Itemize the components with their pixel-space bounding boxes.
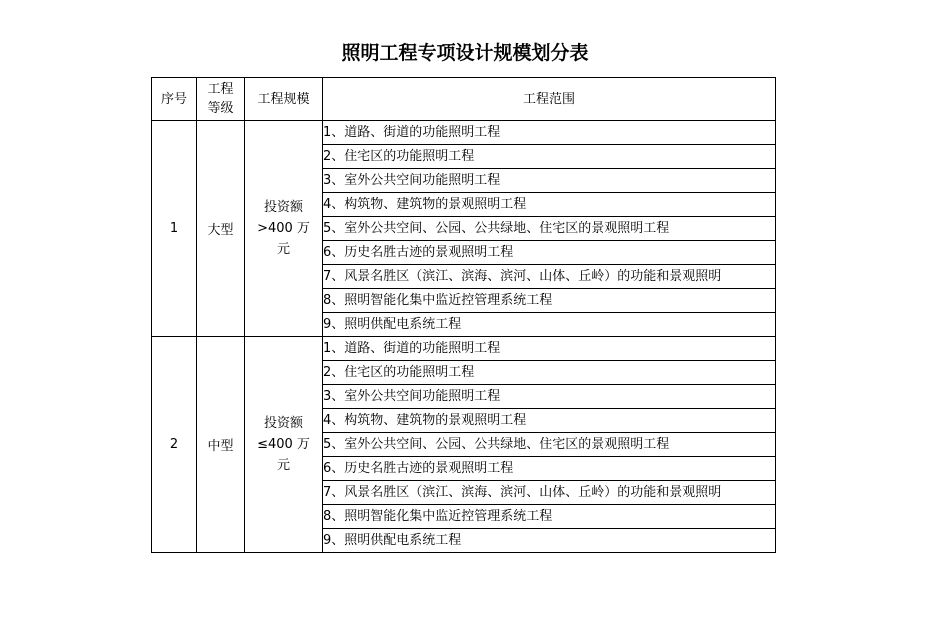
- table-row: [152, 337, 776, 361]
- scope-item: 2、住宅区的功能照明工程: [323, 145, 776, 169]
- table-row: [152, 121, 776, 145]
- header-grade-line2: 等级: [207, 101, 234, 116]
- project-grade-cell: 中型: [197, 337, 245, 553]
- scope-item: 1、道路、街道的功能照明工程: [323, 121, 776, 145]
- header-index: [152, 78, 197, 121]
- scope-item: 5、室外公共空间、公园、公共绿地、住宅区的景观照明工程: [323, 217, 776, 241]
- investment-unit: 元: [276, 242, 290, 257]
- scope-item: 9、照明供配电系统工程: [323, 313, 776, 337]
- scope-item: 3、室外公共空间功能照明工程: [323, 169, 776, 193]
- header-grade-line1: 工程: [207, 82, 234, 97]
- scope-item: 1、道路、街道的功能照明工程: [323, 337, 776, 361]
- scope-item: 7、风景名胜区（滨江、滨海、滨河、山体、丘岭）的功能和景观照明: [323, 481, 776, 505]
- scope-item: 9、照明供配电系统工程: [323, 529, 776, 553]
- header-index-label: 序号: [160, 91, 187, 107]
- investment-scale-cell: [245, 337, 323, 553]
- scope-item: 6、历史名胜古迹的景观照明工程: [323, 241, 776, 265]
- investment-unit: 元: [276, 458, 290, 473]
- row-index-cell: 1: [152, 121, 197, 337]
- scope-item: 3、室外公共空间功能照明工程: [323, 385, 776, 409]
- scope-item: 5、室外公共空间、公园、公共绿地、住宅区的景观照明工程: [323, 433, 776, 457]
- scope-item: 2、住宅区的功能照明工程: [323, 361, 776, 385]
- scope-item: 4、构筑物、建筑物的景观照明工程: [323, 409, 776, 433]
- investment-amount: >400 万: [257, 221, 310, 236]
- scope-item: 8、照明智能化集中监近控管理系统工程: [323, 289, 776, 313]
- scope-item: 8、照明智能化集中监近控管理系统工程: [323, 505, 776, 529]
- investment-scale-cell: [245, 121, 323, 337]
- scope-item: 6、历史名胜古迹的景观照明工程: [323, 457, 776, 481]
- header-scope: [323, 78, 776, 121]
- scale-classification-table: [151, 77, 776, 553]
- header-scope-label: 工程范围: [522, 91, 575, 107]
- scope-item: 7、风景名胜区（滨江、滨海、滨河、山体、丘岭）的功能和景观照明: [323, 265, 776, 289]
- investment-amount: ≤400 万: [257, 437, 310, 452]
- header-scale-label: 工程规模: [257, 91, 310, 107]
- investment-label: 投资额: [263, 416, 303, 431]
- investment-label: 投资额: [263, 200, 303, 215]
- header-grade: [197, 78, 245, 121]
- page-title: 照明工程专项设计规模划分表: [341, 42, 589, 64]
- scope-item: 4、构筑物、建筑物的景观照明工程: [323, 193, 776, 217]
- table-header-row: [152, 78, 776, 121]
- row-index-cell: 2: [152, 337, 197, 553]
- project-grade-cell: 大型: [197, 121, 245, 337]
- header-scale: [245, 78, 323, 121]
